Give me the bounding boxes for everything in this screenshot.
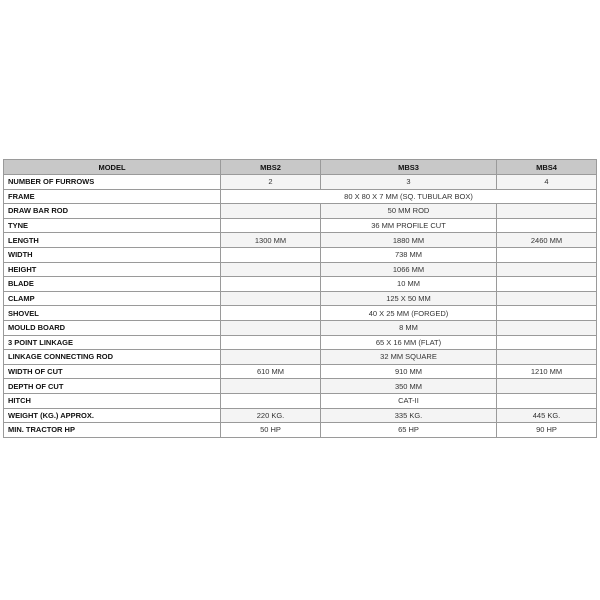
- spec-value: [497, 218, 597, 233]
- spec-value: 910 MM: [321, 364, 497, 379]
- row-label: SHOVEL: [4, 306, 221, 321]
- table-row: [4, 189, 597, 204]
- spec-value: 80 X 80 X 7 MM (SQ. TUBULAR BOX): [221, 189, 597, 204]
- row-label: LENGTH: [4, 233, 221, 248]
- row-label: MIN. TRACTOR HP: [4, 423, 221, 438]
- row-label: BLADE: [4, 277, 221, 292]
- spec-value: [221, 277, 321, 292]
- spec-value: [221, 320, 321, 335]
- row-label: WEIGHT (KG.) APPROX.: [4, 408, 221, 423]
- row-label: CLAMP: [4, 291, 221, 306]
- table-row: [4, 350, 597, 365]
- spec-value: [221, 379, 321, 394]
- spec-value: 50 MM ROD: [321, 204, 497, 219]
- table-row: [4, 393, 597, 408]
- table-row: [4, 320, 597, 335]
- row-label: WIDTH OF CUT: [4, 364, 221, 379]
- spec-value: 220 KG.: [221, 408, 321, 423]
- spec-value: [497, 393, 597, 408]
- row-label: HITCH: [4, 393, 221, 408]
- spec-value: [221, 218, 321, 233]
- spec-value: 3: [321, 175, 497, 190]
- spec-value: [497, 335, 597, 350]
- row-label: MOULD BOARD: [4, 320, 221, 335]
- row-label: DRAW BAR ROD: [4, 204, 221, 219]
- spec-value: 2: [221, 175, 321, 190]
- spec-value: [221, 262, 321, 277]
- spec-value: 738 MM: [321, 247, 497, 262]
- spec-value: [497, 247, 597, 262]
- spec-value: 50 HP: [221, 423, 321, 438]
- table-row: [4, 379, 597, 394]
- row-label: HEIGHT: [4, 262, 221, 277]
- spec-value: 2460 MM: [497, 233, 597, 248]
- table-row: [4, 262, 597, 277]
- table-row: [4, 247, 597, 262]
- table-row: [4, 277, 597, 292]
- table-row: [4, 423, 597, 438]
- row-label: 3 POINT LINKAGE: [4, 335, 221, 350]
- table-row: [4, 408, 597, 423]
- table-row: [4, 364, 597, 379]
- spec-value: 1066 MM: [321, 262, 497, 277]
- spec-value: 90 HP: [497, 423, 597, 438]
- spec-value: 125 X 50 MM: [321, 291, 497, 306]
- spec-value: [497, 320, 597, 335]
- row-label: DEPTH OF CUT: [4, 379, 221, 394]
- row-label: LINKAGE CONNECTING ROD: [4, 350, 221, 365]
- spec-value: 10 MM: [321, 277, 497, 292]
- spec-value: 8 MM: [321, 320, 497, 335]
- spec-value: [497, 379, 597, 394]
- table-body: [4, 175, 597, 438]
- spec-value: [221, 335, 321, 350]
- header-mbs4: MBS4: [497, 160, 597, 175]
- spec-value: [221, 306, 321, 321]
- row-label: FRAME: [4, 189, 221, 204]
- spec-value: CAT-II: [321, 393, 497, 408]
- table-row: [4, 291, 597, 306]
- spec-value: 36 MM PROFILE CUT: [321, 218, 497, 233]
- spec-value: 350 MM: [321, 379, 497, 394]
- header-mbs3: MBS3: [321, 160, 497, 175]
- table-row: [4, 335, 597, 350]
- spec-value: [497, 277, 597, 292]
- row-label: TYNE: [4, 218, 221, 233]
- table-row: [4, 306, 597, 321]
- row-label: NUMBER OF FURROWS: [4, 175, 221, 190]
- spec-value: [497, 291, 597, 306]
- header-mbs2: MBS2: [221, 160, 321, 175]
- spec-value: [497, 262, 597, 277]
- spec-value: 335 KG.: [321, 408, 497, 423]
- spec-value: [497, 306, 597, 321]
- spec-value: 65 HP: [321, 423, 497, 438]
- spec-table: [3, 159, 597, 438]
- spec-value: [497, 350, 597, 365]
- spec-value: [221, 247, 321, 262]
- spec-value: [221, 350, 321, 365]
- spec-value: 1210 MM: [497, 364, 597, 379]
- spec-value: 445 KG.: [497, 408, 597, 423]
- row-label: WIDTH: [4, 247, 221, 262]
- spec-value: 65 X 16 MM (FLAT): [321, 335, 497, 350]
- spec-value: 610 MM: [221, 364, 321, 379]
- header-model: MODEL: [4, 160, 221, 175]
- spec-value: 4: [497, 175, 597, 190]
- table-row: [4, 218, 597, 233]
- spec-value: [221, 393, 321, 408]
- table-header-row: [4, 160, 597, 175]
- spec-value: 32 MM SQUARE: [321, 350, 497, 365]
- spec-value: [497, 204, 597, 219]
- table-row: [4, 175, 597, 190]
- table-row: [4, 204, 597, 219]
- spec-value: [221, 291, 321, 306]
- spec-value: 1880 MM: [321, 233, 497, 248]
- table-row: [4, 233, 597, 248]
- spec-value: 1300 MM: [221, 233, 321, 248]
- spec-value: [221, 204, 321, 219]
- spec-value: 40 X 25 MM (FORGED): [321, 306, 497, 321]
